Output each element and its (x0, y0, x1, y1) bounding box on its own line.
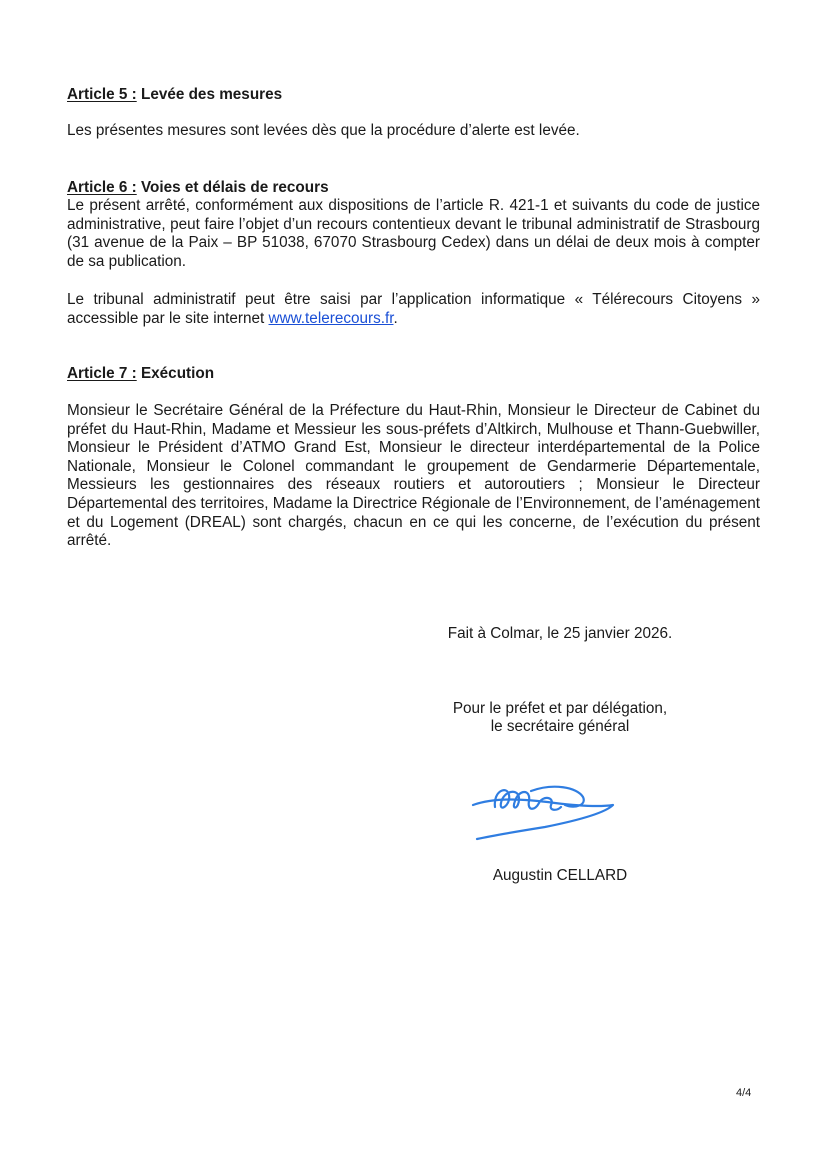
signatory-name: Augustin CELLARD (492, 867, 628, 884)
article-6-label: Article 6 : (67, 179, 137, 196)
article-6-title: Voies et délais de recours (136, 179, 329, 196)
delegation-line-1: Pour le préfet et par délégation, (452, 700, 668, 717)
article-6-paragraph-1: Le présent arrêté, conformément aux dispositions de l’article R. 421-1 et suivants du code de justice administrative, peut faire l’objet d’un recours contentieux devant le tribunal administratif de Strasbourg (31 avenue de la Paix – BP 51038, 67070 Strasbourg Cedex) dans un délai de deux mois à compter de sa publication. (67, 197, 760, 270)
article-6-paragraph-2-suffix: . (393, 309, 398, 327)
article-6-paragraph-2 (67, 291, 760, 328)
article-7-label: Article 7 : (67, 365, 137, 382)
article-5-label: Article 5 : (67, 86, 137, 103)
article-5-title: Levée des mesures (136, 86, 283, 103)
place-date: Fait à Colmar, le 25 janvier 2026. (447, 625, 673, 642)
page-number: 4/4 (736, 1087, 752, 1099)
article-6-heading (67, 179, 760, 198)
article-5-text: Les présentes mesures sont levées dès que la procédure d’alerte est levée. (67, 122, 580, 139)
article-7-heading (67, 365, 760, 384)
telerecours-link[interactable]: www.telerecours.fr (268, 309, 394, 327)
article-6-paragraph-2-text: Le tribunal administratif peut être saisi par l’application informatique « Télérecours Citoyens » accessible par le site internet (67, 291, 760, 327)
delegation-line-2: le secrétaire général (490, 718, 630, 735)
article-5-heading (67, 86, 760, 105)
article-7-title: Exécution (136, 365, 215, 382)
signature-image (465, 777, 625, 847)
article-7-text: Monsieur le Secrétaire Général de la Préfecture du Haut-Rhin, Monsieur le Directeur de Cabinet du préfet du Haut-Rhin, Madame et Messieur les sous-préfets d’Altkirch, Mulhouse et Thann-Guebwiller, Monsieur le Président d’ATMO Grand Est, Monsieur le directeur interdépartemental de la Police Nationale, Monsieur le Colonel commandant le groupement de Gendarmerie Départementale, Messieurs les gestionnaires des réseaux routiers et autoroutiers ; Monsieur le Directeur Départemental des territoires, Madame la Directrice Régionale de l’Environnement, de l’aménagement et du Logement (DREAL) sont chargés, chacun en ce qui les concerne, de l’exécution du présent arrêté. (67, 402, 760, 550)
